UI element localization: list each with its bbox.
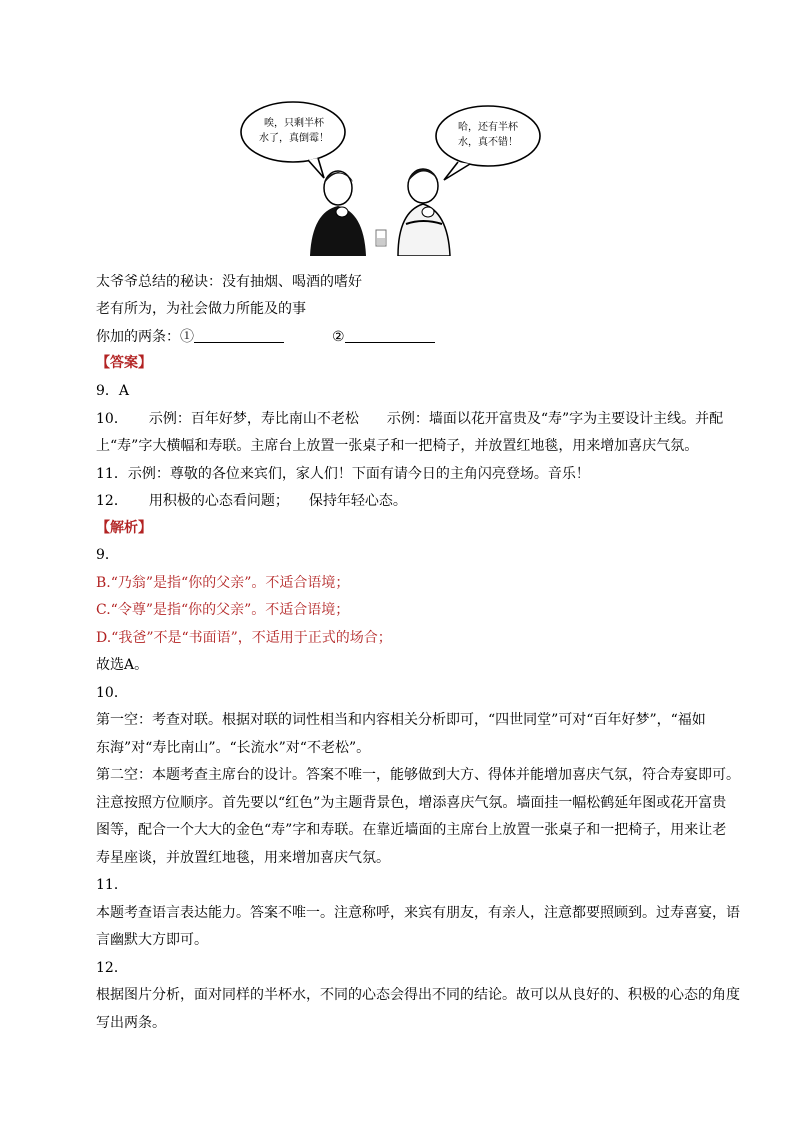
analysis-12-number: 12． — [96, 960, 128, 976]
tip-line-3 — [96, 327, 736, 347]
answer-10-line-2: 上“寿”字大横幅和寿联。主席台上放置一张桌子和一把椅子，并放置红地毯，用来增加喜庆气氛。 — [96, 438, 699, 454]
tip-line-2: 老有所为，为社会做力所能及的事 — [96, 301, 306, 317]
analysis-12-line-1: 根据图片分析，面对同样的半杯水，不同的心态会得出不同的结论。故可以从良好的、积极的心态的角度 — [96, 987, 740, 1003]
half-glass-cartoon — [238, 100, 548, 256]
answer-header: 【答案】 — [96, 355, 152, 371]
answer-9: 9．A — [96, 383, 130, 399]
analysis-10-first-blank-line-1: 第一空：考查对联。根据对联的词性相当和内容相关分析即可，“四世同堂”可对“百年好梦”，“福如 — [96, 712, 706, 728]
right-bubble-line-1: 哈，还有半杯 — [458, 122, 518, 133]
analysis-9-number: 9． — [96, 547, 119, 563]
answer-12 — [96, 491, 736, 511]
answer-12-first: 12． 用积极的心态看问题； — [96, 493, 289, 509]
analysis-11-line-1: 本题考查语言表达能力。答案不唯一。注意称呼，来宾有朋友，有亲人，注意都要照顾到。过寿喜宴，语 — [96, 905, 740, 921]
analysis-10-second-blank-line-2: 注意按照方位顺序。首先要以“红色”为主题背景色，增添喜庆气氛。墙面挂一幅松鹤延年图或花开富贵 — [96, 795, 727, 811]
answer-blank-2[interactable] — [345, 328, 435, 343]
analysis-10-number: 10． — [96, 685, 128, 701]
left-speech-bubble — [248, 116, 340, 146]
analysis-11-line-2: 言幽默大方即可。 — [96, 932, 208, 948]
right-speech-bubble — [442, 120, 534, 150]
blank-marker-2: ② — [332, 329, 345, 345]
analysis-10-second-blank-line-4: 寿星座谈，并放置红地毯，用来增加喜庆气氛。 — [96, 850, 390, 866]
analysis-12-line-2: 写出两条。 — [96, 1015, 166, 1031]
analysis-10-second-blank-line-3: 图等，配合一个大大的金色“寿”字和寿联。在靠近墙面的主席台上放置一张桌子和一把椅子，用来让老 — [96, 822, 727, 838]
answer-12-second: 保持年轻心态。 — [308, 493, 407, 509]
analysis-11-number: 11． — [96, 877, 128, 893]
analysis-9-option-d: D.“我爸”不是“书面语”，不适用于正式的场合； — [96, 630, 392, 646]
answer-11: 11．示例：尊敬的各位来宾们，家人们！下面有请今日的主角闪亮登场。音乐！ — [96, 466, 590, 482]
blank-prefix: 你加的两条：① — [96, 329, 194, 345]
analysis-10-first-blank-line-2: 东海”对“寿比南山”。“长流水”对“不老松”。 — [96, 740, 371, 756]
analysis-9-conclusion: 故选A。 — [96, 657, 149, 673]
analysis-9-option-c: C.“令尊”是指“你的父亲”。不适合语境； — [96, 602, 350, 618]
answer-10-line-1: 10． 示例：百年好梦，寿比南山不老松 示例：墙面以花开富贵及“寿”字为主要设计主线。并配 — [96, 411, 724, 427]
answer-blank-1[interactable] — [194, 328, 284, 343]
left-bubble-line-2: 水了，真倒霉！ — [259, 133, 329, 144]
analysis-10-second-blank-line-1: 第二空：本题考查主席台的设计。答案不唯一，能够做到大方、得体并能增加喜庆气氛，符合寿宴即可。 — [96, 767, 740, 783]
left-bubble-line-1: 唉，只剩半杯 — [264, 118, 324, 129]
tip-line-1: 太爷爷总结的秘诀：没有抽烟、喝酒的嗜好 — [96, 274, 362, 290]
right-bubble-line-2: 水，真不错！ — [458, 137, 518, 148]
analysis-header: 【解析】 — [96, 520, 152, 536]
analysis-9-option-b: B.“乃翁”是指“你的父亲”。不适合语境； — [96, 575, 350, 591]
